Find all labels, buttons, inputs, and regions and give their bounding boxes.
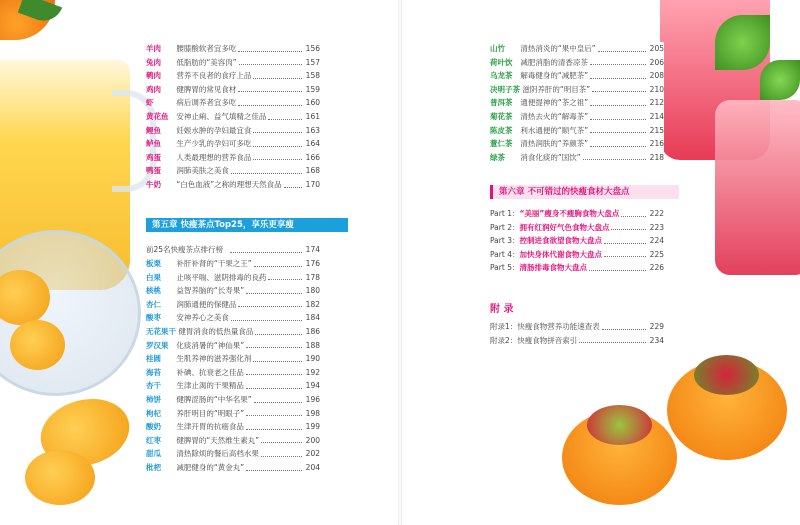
entry-desc: 前25名快瘦茶点排行榜 [146, 245, 224, 254]
entry-page: 216 [648, 137, 664, 151]
dot-leader [590, 132, 646, 133]
entry-page: 202 [304, 447, 320, 461]
list-item[interactable] [146, 407, 320, 421]
list-item[interactable] [146, 96, 320, 110]
entry-desc: 安神止痢、益气填精之佳品 [174, 111, 267, 121]
part-title: 拥有红润好气色食物大盘点 [519, 222, 610, 232]
entry-desc: 清热消炎的“果中皇后” [518, 44, 596, 53]
toc-list-appendix [490, 320, 664, 347]
entry-page: 174 [304, 243, 320, 257]
entry-page: 215 [648, 124, 664, 138]
entry-name: 鲤鱼 [146, 125, 161, 135]
chapter5-banner [146, 218, 348, 232]
dot-leader [284, 187, 302, 188]
dot-leader [261, 456, 302, 457]
toc-list-parts [490, 207, 664, 275]
entry-name: 杏干 [146, 381, 161, 391]
appendix-label: 附录1：快瘦食物营养功能速查表 [490, 322, 600, 331]
entry-desc: 营养不良者的食疗上品 [174, 71, 252, 81]
list-item[interactable] [490, 261, 664, 275]
dot-leader [590, 64, 646, 65]
entry-name: 兔肉 [146, 57, 161, 67]
dot-leader [598, 51, 646, 52]
dot-leader [590, 119, 646, 120]
dot-leader [246, 293, 302, 294]
list-item[interactable] [146, 284, 320, 298]
entry-page: 156 [304, 42, 320, 56]
entry-desc: 健脾涩肠的“中华名果” [174, 394, 252, 404]
fruit-filling-photo [694, 355, 759, 395]
list-item[interactable] [490, 83, 664, 97]
dot-leader [590, 105, 646, 106]
part-title: “美丽”瘦身不瘦胸食物大盘点 [519, 209, 620, 218]
entry-desc: “白色血液”之称的理想天然食品 [174, 179, 282, 189]
dot-leader [253, 146, 302, 147]
entry-name: 板栗 [146, 259, 161, 268]
entry-name: 海苔 [146, 367, 161, 377]
dot-leader [231, 173, 302, 174]
list-item[interactable] [490, 248, 664, 262]
entry-name: 陈皮茶 [490, 125, 513, 135]
list-item[interactable] [146, 243, 320, 257]
dot-leader [583, 159, 646, 160]
list-item[interactable] [146, 110, 320, 124]
entry-desc: 低脂肪的“美容肉” [174, 57, 237, 67]
entry-name: 桂圆 [146, 354, 161, 364]
list-item[interactable] [146, 420, 320, 434]
list-item[interactable] [146, 164, 320, 178]
mint-leaf-photo [715, 15, 770, 70]
list-item[interactable] [146, 137, 320, 151]
entry-page: 198 [304, 407, 320, 421]
entry-desc: 通便提神的“茶之祖” [518, 98, 589, 108]
list-item[interactable] [490, 137, 664, 151]
chapter6-title: 第六章 不可错过的快瘦食材大盘点 [499, 187, 630, 197]
list-item[interactable] [146, 379, 320, 393]
appendix-title: 附 录 [490, 304, 514, 315]
entry-page: 208 [648, 69, 664, 83]
dot-leader [238, 91, 302, 92]
entry-page: 157 [304, 56, 320, 70]
part-title: 控制进食欲望食物大盘点 [519, 236, 602, 246]
dot-leader [238, 105, 302, 106]
dot-leader [579, 342, 646, 343]
entry-name: 乌龙茶 [490, 71, 513, 81]
toc-list-left-bottom [146, 257, 320, 475]
list-item[interactable] [146, 257, 320, 271]
dot-leader [238, 306, 302, 307]
entry-desc: 益智养脑的“长寿果” [174, 286, 245, 296]
dot-leader [239, 64, 302, 65]
dot-leader [253, 132, 302, 133]
part-label: Part 5： [490, 263, 520, 273]
entry-page: 225 [648, 248, 664, 262]
dot-leader [246, 347, 302, 348]
entry-page: 170 [304, 178, 320, 192]
list-item[interactable] [490, 151, 664, 165]
entry-name: 薏仁茶 [490, 139, 513, 149]
list-item[interactable] [146, 178, 320, 192]
list-item[interactable] [490, 96, 664, 110]
entry-desc: 生津开胃的抗癌食品 [174, 422, 244, 432]
entry-page: 184 [304, 311, 320, 325]
entry-desc: 健胃消食的低热量食品 [176, 326, 254, 336]
list-item[interactable] [490, 234, 664, 248]
entry-page: 166 [304, 151, 320, 165]
entry-name: 羊肉 [146, 44, 161, 53]
entry-page: 176 [304, 257, 320, 271]
entry-page: 212 [648, 96, 664, 110]
entry-name: 柿饼 [146, 394, 161, 404]
list-item[interactable] [146, 366, 320, 380]
entry-name: 决明子茶 [490, 84, 520, 94]
list-item[interactable] [146, 271, 320, 285]
toc-list-right-top [490, 42, 664, 164]
entry-name: 黄花鱼 [146, 111, 169, 121]
dot-leader [590, 146, 646, 147]
entry-desc: 清热除烦的餐后高档水果 [174, 449, 259, 459]
entry-page: 204 [304, 461, 320, 475]
entry-page: 224 [648, 234, 664, 248]
list-item[interactable] [146, 56, 320, 70]
entry-desc: 消食化痰的“国饮” [518, 152, 581, 162]
list-item[interactable] [146, 83, 320, 97]
dot-leader [589, 270, 646, 271]
entry-name: 枸杞 [146, 408, 161, 418]
entry-desc: 润肺通便的保健品 [174, 299, 237, 309]
dot-leader [254, 402, 302, 403]
toc-intro-left [146, 243, 320, 257]
entry-page: 214 [648, 110, 664, 124]
entry-name: 普洱茶 [490, 98, 513, 108]
entry-name: 鸡蛋 [146, 152, 161, 162]
part-label: Part 1： [490, 209, 520, 218]
entry-page: 218 [648, 151, 664, 165]
entry-name: 白果 [146, 272, 161, 282]
entry-page: 164 [304, 137, 320, 151]
entry-page: 194 [304, 379, 320, 393]
part-label: Part 3： [490, 236, 520, 246]
entry-desc: 解毒健身的“减肥茶” [518, 71, 589, 81]
entry-name: 红枣 [146, 435, 161, 445]
part-label: Part 4： [490, 249, 520, 259]
entry-page: 186 [304, 325, 320, 339]
entry-name: 杏仁 [146, 299, 161, 309]
entry-desc: 生肌养神的滋养强化剂 [174, 354, 252, 364]
list-item[interactable] [490, 110, 664, 124]
dot-leader [253, 78, 302, 79]
entry-name: 酸枣 [146, 313, 161, 323]
fruit-filling-photo [587, 405, 652, 445]
entry-name: 鸭蛋 [146, 166, 161, 176]
entry-page: 168 [304, 164, 320, 178]
dot-leader [268, 119, 302, 120]
left-page [0, 0, 398, 525]
entry-page: 178 [304, 271, 320, 285]
dot-leader [246, 415, 302, 416]
entry-page: 223 [648, 221, 664, 235]
entry-name: 荷叶饮 [490, 57, 513, 67]
list-item[interactable] [146, 42, 320, 56]
entry-name: 罗汉果 [146, 340, 169, 350]
entry-name: 核桃 [146, 286, 161, 296]
list-item[interactable] [490, 221, 664, 235]
list-item[interactable] [146, 151, 320, 165]
entry-desc: 清热去火的“解毒茶” [518, 111, 589, 121]
entry-page: 158 [304, 69, 320, 83]
list-item[interactable] [146, 461, 320, 475]
dot-leader [621, 216, 646, 217]
mint-leaf-photo [760, 60, 800, 100]
list-item[interactable] [490, 124, 664, 138]
right-page [402, 0, 800, 525]
entry-desc: 补肝补肾的“干果之王” [174, 259, 252, 268]
part-title: 清肠排毒食物大盘点 [519, 263, 587, 273]
entry-name: 无花果干 [146, 326, 176, 336]
dot-leader [254, 266, 302, 267]
entry-page: 206 [648, 56, 664, 70]
entry-desc: 健脾胃的常见食材 [174, 84, 237, 94]
entry-desc: 止咳平喘、滋阴排毒的良药 [174, 272, 267, 282]
entry-page: 222 [648, 207, 664, 221]
entry-desc: 化痰消暑的“神仙果” [174, 340, 245, 350]
entry-desc: 健脾胃的“天然维生素丸” [174, 435, 260, 445]
part-title: 加快身体代谢食物大盘点 [519, 249, 602, 259]
list-item[interactable] [490, 56, 664, 70]
entry-desc: 清热润肤的“养颜茶” [518, 139, 589, 149]
entry-page: 205 [648, 42, 664, 56]
entry-name: 鹌肉 [146, 71, 161, 81]
entry-page: 196 [304, 393, 320, 407]
list-item[interactable] [146, 434, 320, 448]
dot-leader [590, 78, 646, 79]
entry-page: 199 [304, 420, 320, 434]
entry-page: 190 [304, 352, 320, 366]
entry-desc: 减肥健身的“黄金丸” [174, 462, 245, 472]
entry-name: 山竹 [490, 44, 505, 53]
list-item[interactable] [146, 298, 320, 312]
dot-leader [604, 256, 646, 257]
entry-name: 菊花茶 [490, 111, 513, 121]
dot-leader [602, 329, 646, 330]
dot-leader [611, 229, 646, 230]
entry-name: 虾 [146, 98, 154, 108]
dot-leader [268, 279, 302, 280]
entry-page: 182 [304, 298, 320, 312]
list-item[interactable] [146, 325, 320, 339]
list-item[interactable] [490, 207, 664, 221]
dot-leader [246, 388, 302, 389]
list-item[interactable] [490, 320, 664, 334]
dot-leader [253, 159, 302, 160]
entry-page: 163 [304, 124, 320, 138]
entry-desc: 安神养心之美食 [174, 313, 229, 323]
dot-leader [246, 470, 302, 471]
entry-desc: 润肺美肤之美食 [174, 166, 229, 176]
entry-desc: 利水通便的“顺气茶” [518, 125, 589, 135]
dot-leader [253, 361, 302, 362]
entry-name: 鲈鱼 [146, 139, 161, 149]
list-item[interactable] [146, 352, 320, 366]
entry-desc: 腰膝酸软者宜多吃 [174, 44, 237, 53]
list-item[interactable] [490, 69, 664, 83]
appendix-label: 附录2：快瘦食物拼音索引 [490, 335, 578, 345]
entry-name: 甜瓜 [146, 449, 161, 459]
entry-page: 229 [648, 320, 664, 334]
list-item[interactable] [146, 339, 320, 353]
entry-desc: 人类最理想的营养食品 [174, 152, 252, 162]
dot-leader [261, 442, 302, 443]
entry-page: 234 [648, 334, 664, 348]
list-item[interactable] [490, 334, 664, 348]
chapter6-banner [490, 185, 679, 199]
entry-page: 226 [648, 261, 664, 275]
orange-slice-photo [25, 450, 95, 505]
entry-desc: 减肥消脂的清香凉茶 [518, 57, 588, 67]
list-item[interactable] [146, 393, 320, 407]
entry-name: 酸奶 [146, 422, 161, 432]
entry-name: 绿茶 [490, 152, 505, 162]
entry-desc: 生产少乳的孕妇可多吃 [174, 139, 252, 149]
dot-leader [246, 374, 302, 375]
entry-desc: 妊娠水肿的孕妇最宜食 [174, 125, 252, 135]
dot-leader [238, 51, 302, 52]
entry-page: 210 [648, 83, 664, 97]
orange-slice-photo [10, 320, 65, 370]
entry-page: 200 [304, 434, 320, 448]
entry-page: 188 [304, 339, 320, 353]
toc-list-left-top [146, 42, 320, 192]
list-item[interactable] [146, 311, 320, 325]
entry-page: 160 [304, 96, 320, 110]
entry-desc: 病后调养者宜多吃 [174, 98, 237, 108]
dot-leader [592, 91, 646, 92]
chapter5-title: 第五章 快瘦茶点Top25，享乐更享瘦 [152, 220, 294, 230]
entry-page: 161 [304, 110, 320, 124]
entry-page: 159 [304, 83, 320, 97]
entry-desc: 养肝明目的“明眼子” [174, 408, 245, 418]
entry-name: 鸡肉 [146, 84, 161, 94]
entry-desc: 滋阴养肝的“明目茶” [520, 84, 591, 94]
dot-leader [255, 334, 302, 335]
entry-name: 牛奶 [146, 179, 161, 189]
entry-page: 180 [304, 284, 320, 298]
dot-leader [246, 429, 302, 430]
part-label: Part 2： [490, 222, 520, 232]
entry-desc: 补碘、抗衰老之佳品 [174, 367, 244, 377]
list-item[interactable] [146, 69, 320, 83]
list-item[interactable] [146, 447, 320, 461]
entry-page: 192 [304, 366, 320, 380]
entry-desc: 生津止渴的干果精品 [174, 381, 244, 391]
red-juice-glass-photo [715, 100, 800, 275]
dot-leader [604, 243, 646, 244]
dot-leader [231, 320, 302, 321]
list-item[interactable] [490, 42, 664, 56]
entry-name: 枇杷 [146, 462, 161, 472]
list-item[interactable] [146, 124, 320, 138]
